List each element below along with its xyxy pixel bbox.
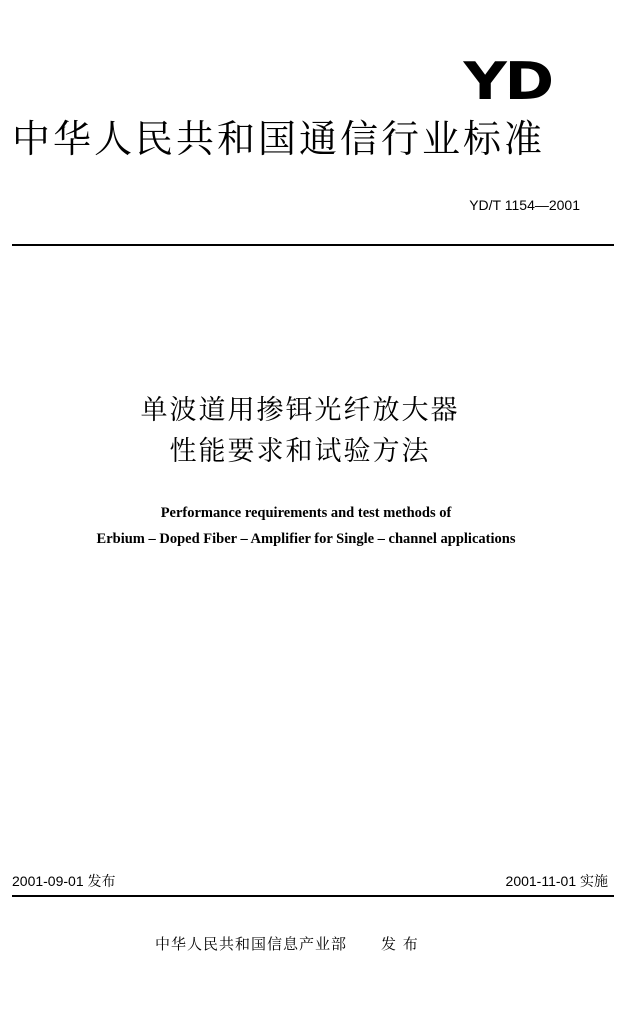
yd-logo: YD — [463, 52, 552, 112]
header-divider — [12, 244, 614, 246]
title-en-line1: Performance requirements and test methods of — [160, 505, 452, 521]
footer-divider — [12, 895, 614, 897]
issuer-name: 中华人民共和国信息产业部 — [155, 935, 348, 953]
implement-date: 2001-11-01 实施 — [505, 873, 608, 889]
title-en-line2: Erbium – Doped Fiber – Amplifier for Single – channel applications — [96, 531, 516, 547]
title-zh-line2: 性能要求和试验方法 — [169, 436, 431, 467]
org-title: 中华人民共和国通信行业标准 — [12, 117, 546, 161]
issue-date: 2001-09-01 发布 — [12, 873, 116, 889]
standard-number: YD/T 1154—2001 — [469, 197, 580, 213]
issuer-action: 发 布 — [381, 935, 419, 953]
title-zh-line1: 单波道用掺铒光纤放大器 — [140, 395, 460, 426]
issuer-line — [155, 934, 419, 954]
